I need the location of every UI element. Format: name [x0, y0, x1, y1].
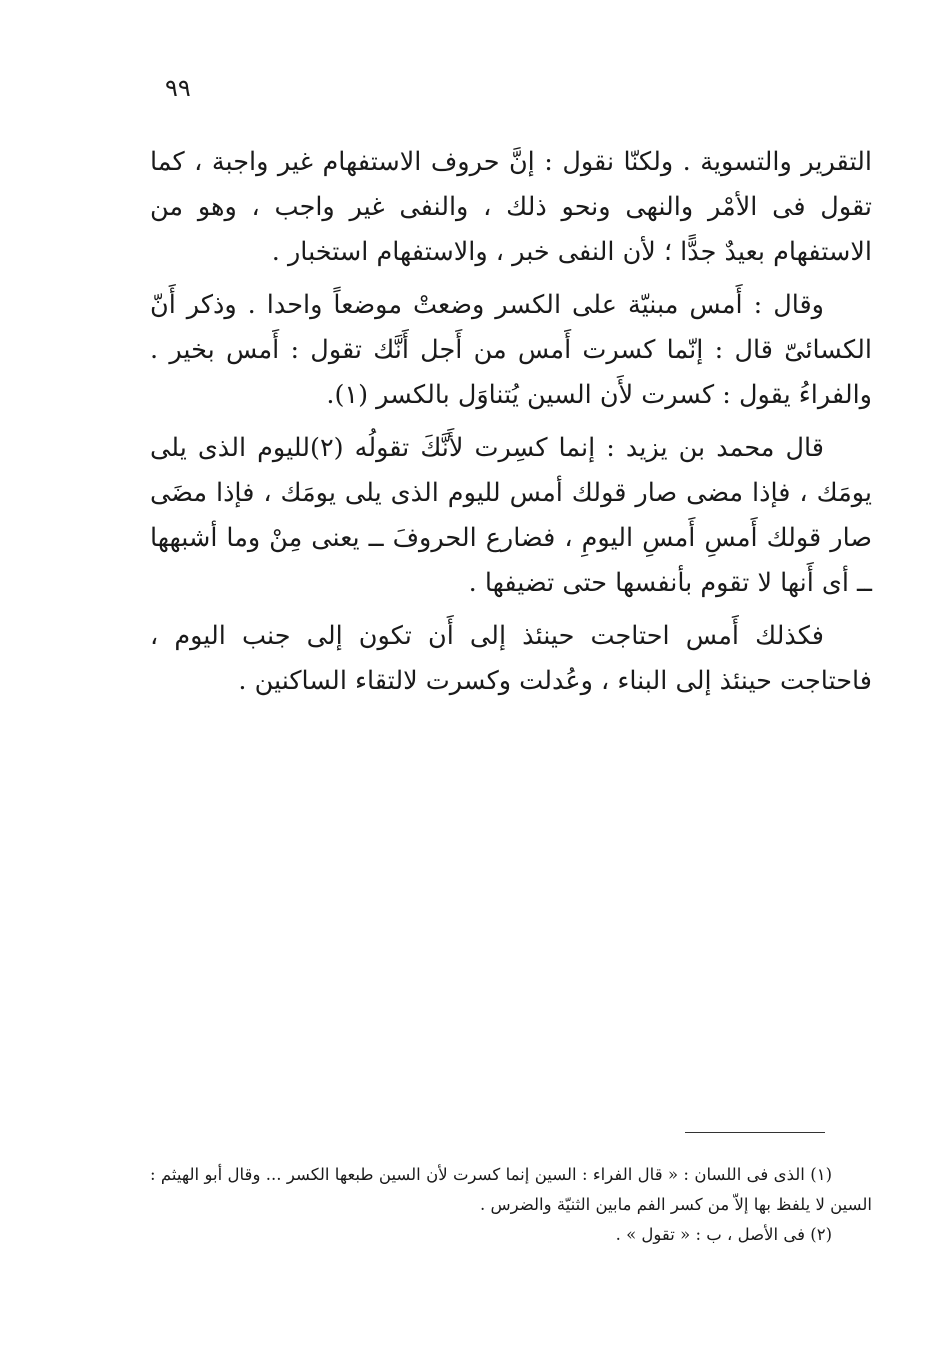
paragraph: التقرير والتسوية . ولكنّا نقول : إنَّ حروف الاستفهام غير واجبة ، كما تقول فى الأمْر والنهى ونحو ذلك ، والنفى غير واجب ، وهو من الاستفهام بعيدٌ جدًّا ؛ لأن النفى خبر ، والاستفهام استخبار .: [150, 147, 872, 267]
footnotes: [150, 1160, 872, 1250]
footnote: (١) الذى فى اللسان : « قال الفراء : السين إنما كسرت لأن السين طبعها الكسر ... وقال أبو الهيثم : السين لا يلفظ بها إلاّ من كسر الفم مابين الثنيّة والضرس .: [150, 1165, 872, 1214]
paragraph: قال محمد بن يزيد : إنما كسِرت لأَنَّكَ تقولُه (٢)لليوم الذى يلى يومَك ، فإذا مضى صار قولك أمس لليوم الذى يلى يومَك ، فإذا مضَى صار قولك أَمسِ أَمسِ اليومِ ، فضارع الحروفَ ــ يعنى مِنْ وما أشبهها ــ أى أَنها لا تقوم بأنفسها حتى تضيفها .: [150, 433, 872, 598]
page-number: ٩٩: [165, 74, 191, 102]
paragraph: وقال : أَمس مبنيّة على الكسر وضعتْ موضعاً واحدا . وذكر أَنّ الكسائىّ قال : إنّما كسرت أَمس من أَجل أَنَّك تقول : أَمس بخير . والفراءُ يقول : كسرت لأَن السين يُتناوَل بالكسر (١).: [150, 290, 872, 410]
footnote: (٢) فى الأصل ، ب : « تقول » .: [615, 1225, 832, 1244]
footnote-divider: [685, 1132, 825, 1133]
paragraph: فكذلك أَمس احتاجت حينئذ إلى أَن تكون إلى جنب اليوم ، فاحتاجت حينئذ إلى البناء ، وعُدلت وكسرت لالتقاء الساكنين .: [150, 621, 872, 696]
main-text: [150, 140, 872, 712]
